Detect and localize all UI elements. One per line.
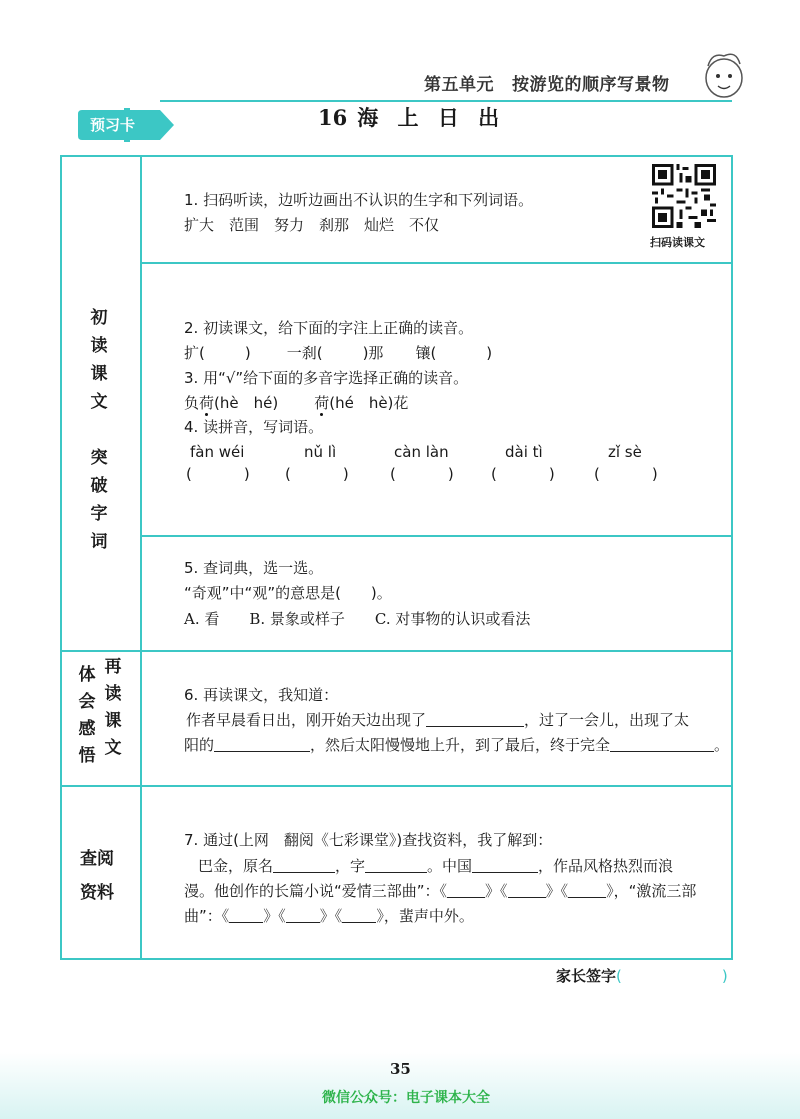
q6-blank-3[interactable] — [610, 736, 714, 752]
q1-words: 扩大 范围 努力 刹那 灿烂 不仅 — [184, 216, 440, 234]
q4-pinyin-2: nǔ lì — [304, 443, 337, 461]
q7-prompt: 7. 通过(上网 翻阅《七彩课堂》)查找资料，我了解到： — [184, 831, 553, 849]
q4-prompt: 4. 读拼音，写词语。 — [184, 418, 324, 436]
q6-prompt: 6. 再读课文，我知道： — [184, 686, 339, 704]
tag-label: 预习卡 — [90, 116, 136, 134]
q7-blank-book-3[interactable] — [568, 882, 606, 898]
unit-label: 第五单元 — [424, 75, 494, 95]
unit-heading — [424, 70, 670, 95]
q1-prompt: 1. 扫码听读，边听边画出不认识的生字和下列词语。 — [184, 191, 534, 209]
qr-caption: 扫码读课文 — [650, 236, 705, 249]
q4-pinyin-5: zǐ sè — [608, 443, 642, 461]
q4-answer-1[interactable]: ( ) — [186, 465, 250, 483]
parent-signature[interactable]: 家长签字( ) — [556, 967, 728, 985]
q5-question: “奇观”中“观”的意思是( )。 — [184, 584, 392, 602]
q5-prompt: 5. 查词典，选一选。 — [184, 559, 324, 577]
q4-answer-2[interactable]: ( ) — [285, 465, 349, 483]
q4-answer-5[interactable]: ( ) — [594, 465, 658, 483]
wechat-note: 微信公众号：电子课本大全 — [322, 1090, 490, 1106]
q4-pinyin-1: fàn wéi — [190, 443, 245, 461]
page-number: 35 — [390, 1060, 411, 1078]
q2-items: 扩( ) 一刹( )那 镶( ) — [184, 344, 493, 362]
section-label-reread-right: 再 读 课 文 — [104, 657, 122, 758]
column-divider — [140, 155, 142, 960]
q7-blank-book-4[interactable] — [229, 907, 263, 923]
q7-blank-book-6[interactable] — [342, 907, 376, 923]
q7-line-2: 漫。他创作的长篇小说“爱情三部曲”：《 》《 》《 》，“激流三部 — [184, 882, 697, 900]
lesson-title — [318, 102, 505, 132]
q6-blank-2[interactable] — [214, 736, 310, 752]
q7-blank-courtesy-name[interactable] — [365, 857, 427, 873]
q6-line-2: 阳的 ，然后太阳慢慢地上升，到了最后，终于完全 。 — [184, 736, 730, 754]
q4-pinyin-4: dài tì — [505, 443, 543, 461]
lesson-number: 16 — [318, 105, 348, 130]
lesson-name: 海 上 日 出 — [357, 105, 506, 130]
section-label-first-read: 初 读 课 文 突 破 字 词 — [90, 308, 108, 552]
q7-blank-book-2[interactable] — [508, 882, 546, 898]
q3-prompt: 3. 用“√”给下面的多音字选择正确的读音。 — [184, 369, 469, 387]
section-divider — [60, 785, 733, 787]
q7-line-1: 巴金，原名 ，字 。中国 ，作品风格热烈而浪 — [198, 857, 674, 875]
unit-theme: 按游览的顺序写景物 — [512, 75, 670, 95]
q2-prompt: 2. 初读课文，给下面的字注上正确的读音。 — [184, 319, 474, 337]
q6-line-1: 作者早晨看日出，刚开始天边出现了 ，过了一会儿，出现了太 — [186, 711, 690, 729]
q7-blank-name[interactable] — [273, 857, 335, 873]
q7-blank-book-5[interactable] — [286, 907, 320, 923]
q4-answer-3[interactable]: ( ) — [390, 465, 454, 483]
q6-blank-1[interactable] — [426, 711, 524, 727]
row-divider — [140, 262, 733, 264]
q7-blank-book-1[interactable] — [447, 882, 485, 898]
section-label-reread-left: 体 会 感 悟 — [78, 665, 96, 766]
signature-label: 家长签字 — [556, 967, 617, 985]
q4-answer-4[interactable]: ( ) — [491, 465, 555, 483]
qr-code-icon[interactable] — [652, 164, 716, 228]
mascot-icon — [698, 48, 748, 100]
q4-pinyin-3: càn làn — [394, 443, 449, 461]
row-divider — [140, 535, 733, 537]
q5-options: A. 看 B. 景象或样子 C. 对事物的认识或看法 — [184, 610, 531, 628]
section-label-research: 查阅 资料 — [80, 849, 114, 903]
section-divider — [60, 650, 733, 652]
q7-line-3: 曲”：《 》《 》《 》，蜚声中外。 — [184, 907, 474, 925]
q3-options: 负荷(hè hé) 荷(hé hè)花 — [184, 394, 409, 412]
q7-blank-role[interactable] — [472, 857, 538, 873]
